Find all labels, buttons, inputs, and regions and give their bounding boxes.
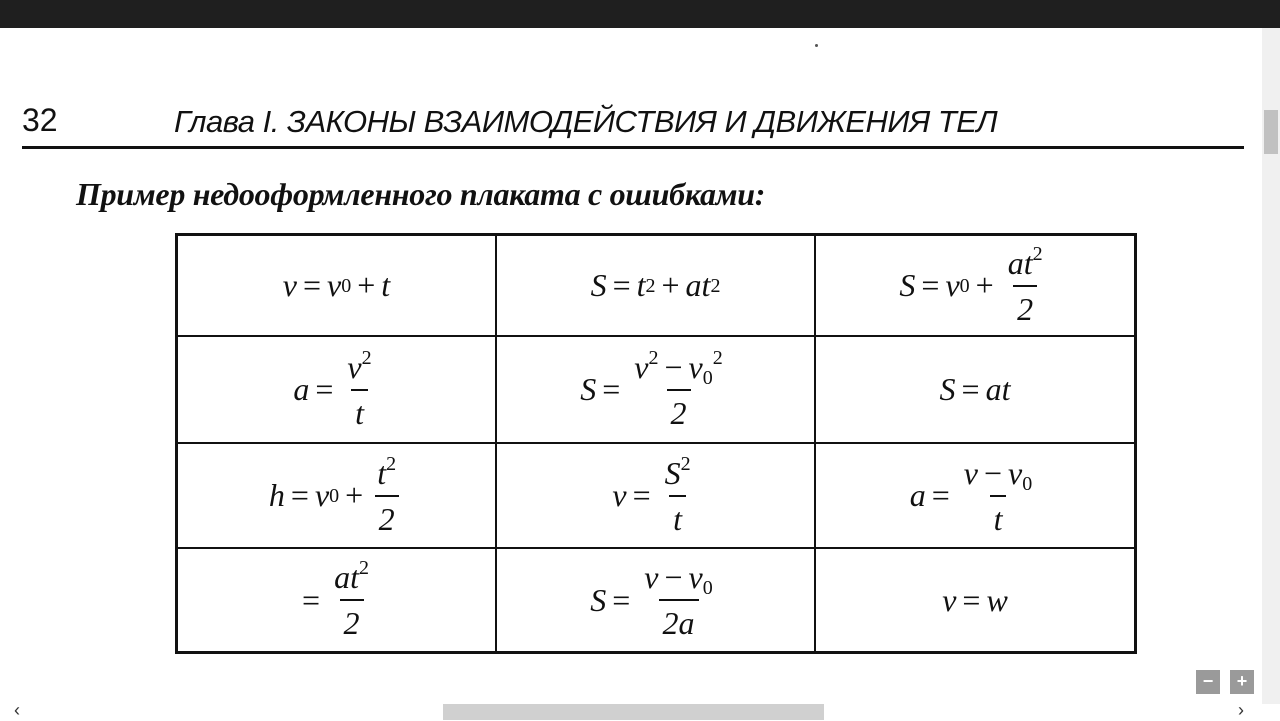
- zoom-controls: [1196, 670, 1254, 694]
- bottom-thumbnail-strip: [0, 704, 1280, 720]
- zoom-out-button[interactable]: −: [1196, 670, 1220, 694]
- formula-cell: v = w: [815, 548, 1136, 653]
- vertical-scrollbar[interactable]: [1262, 28, 1280, 704]
- top-toolbar: [0, 0, 1280, 28]
- formula-table: [175, 233, 1137, 654]
- formula-cell: S = at: [815, 336, 1136, 443]
- formula-cell: S = t 2 + at 2: [496, 235, 815, 337]
- table-row: [177, 336, 1136, 443]
- speck: [815, 44, 818, 47]
- table-row: [177, 235, 1136, 337]
- nav-left-icon[interactable]: ‹: [14, 700, 20, 720]
- formula-cell: = $\frac{at^2}{2}$: [177, 548, 497, 653]
- section-heading: Пример недооформленного плаката с ошибками:: [76, 176, 766, 212]
- header-rule: [22, 146, 1244, 149]
- formula-cell: v = $\frac{S^2}{t}$: [496, 443, 815, 548]
- page-number: 32: [22, 102, 58, 138]
- thumbnail-highlight: [443, 704, 824, 720]
- formula-cell: h = v 0 + $\frac{t^2}{2}$: [177, 443, 497, 548]
- formula-cell: S = v 0 + $\frac{at^2}{2}$: [815, 235, 1136, 337]
- table-row: [177, 443, 1136, 548]
- formula-cell: S = $\frac{v^2 - v_0^2}{2}$: [496, 336, 815, 443]
- zoom-in-button[interactable]: +: [1230, 670, 1254, 694]
- nav-right-icon[interactable]: ›: [1238, 700, 1244, 720]
- formula-cell: v = v 0 + t: [177, 235, 497, 337]
- formula-cell: a = $\frac{v^2}{t}$: [177, 336, 497, 443]
- scroll-thumb[interactable]: [1264, 110, 1278, 154]
- formula-cell: S = $\frac{v - v_0}{2a}$: [496, 548, 815, 653]
- table-row: [177, 548, 1136, 653]
- chapter-title: Глава I. ЗАКОНЫ ВЗАИМОДЕЙСТВИЯ И ДВИЖЕНИЯ ТЕЛ: [174, 104, 998, 139]
- formula-cell: a = $\frac{v - v_0}{t}$: [815, 443, 1136, 548]
